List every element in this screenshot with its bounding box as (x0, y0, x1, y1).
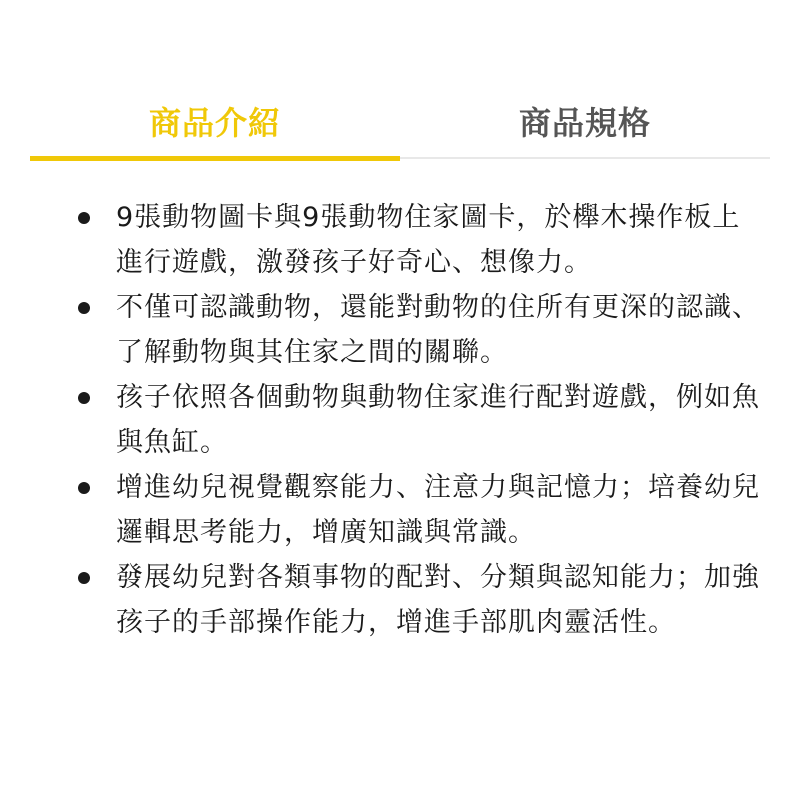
tab-active-indicator (30, 156, 400, 161)
bullet-icon (78, 392, 90, 404)
list-item-text: 發展幼兒對各類事物的配對、分類與認知能力；加強孩子的手部操作能力，增進手部肌肉靈活性。 (116, 562, 760, 638)
list-item-text: 孩子依照各個動物與動物住家進行配對遊戲，例如魚與魚缸。 (116, 382, 760, 458)
tab-product-specs-label: 商品規格 (518, 104, 651, 142)
list-item-text: 9張動物圖卡與9張動物住家圖卡，於櫸木操作板上進行遊戲，激發孩子好奇心、想像力。 (116, 202, 741, 278)
bullet-icon (78, 302, 90, 314)
tab-product-intro[interactable] (30, 92, 400, 160)
product-tabs (30, 92, 770, 160)
list-item-text: 不僅可認識動物，還能對動物的住所有更深的認識、了解動物與其住家之間的關聯。 (116, 292, 760, 368)
list-item (70, 465, 760, 555)
bullet-icon (78, 572, 90, 584)
tab-product-intro-label: 商品介紹 (148, 104, 281, 142)
bullet-icon (78, 212, 90, 224)
tab-product-specs[interactable] (400, 92, 770, 160)
list-item (70, 375, 760, 465)
list-item (70, 555, 760, 645)
list-item-text: 增進幼兒視覺觀察能力、注意力與記憶力；培養幼兒邏輯思考能力，增廣知識與常識。 (116, 472, 760, 548)
bullet-icon (78, 482, 90, 494)
list-item (70, 195, 760, 285)
feature-list (70, 195, 760, 645)
list-item (70, 285, 760, 375)
product-description (70, 195, 760, 645)
